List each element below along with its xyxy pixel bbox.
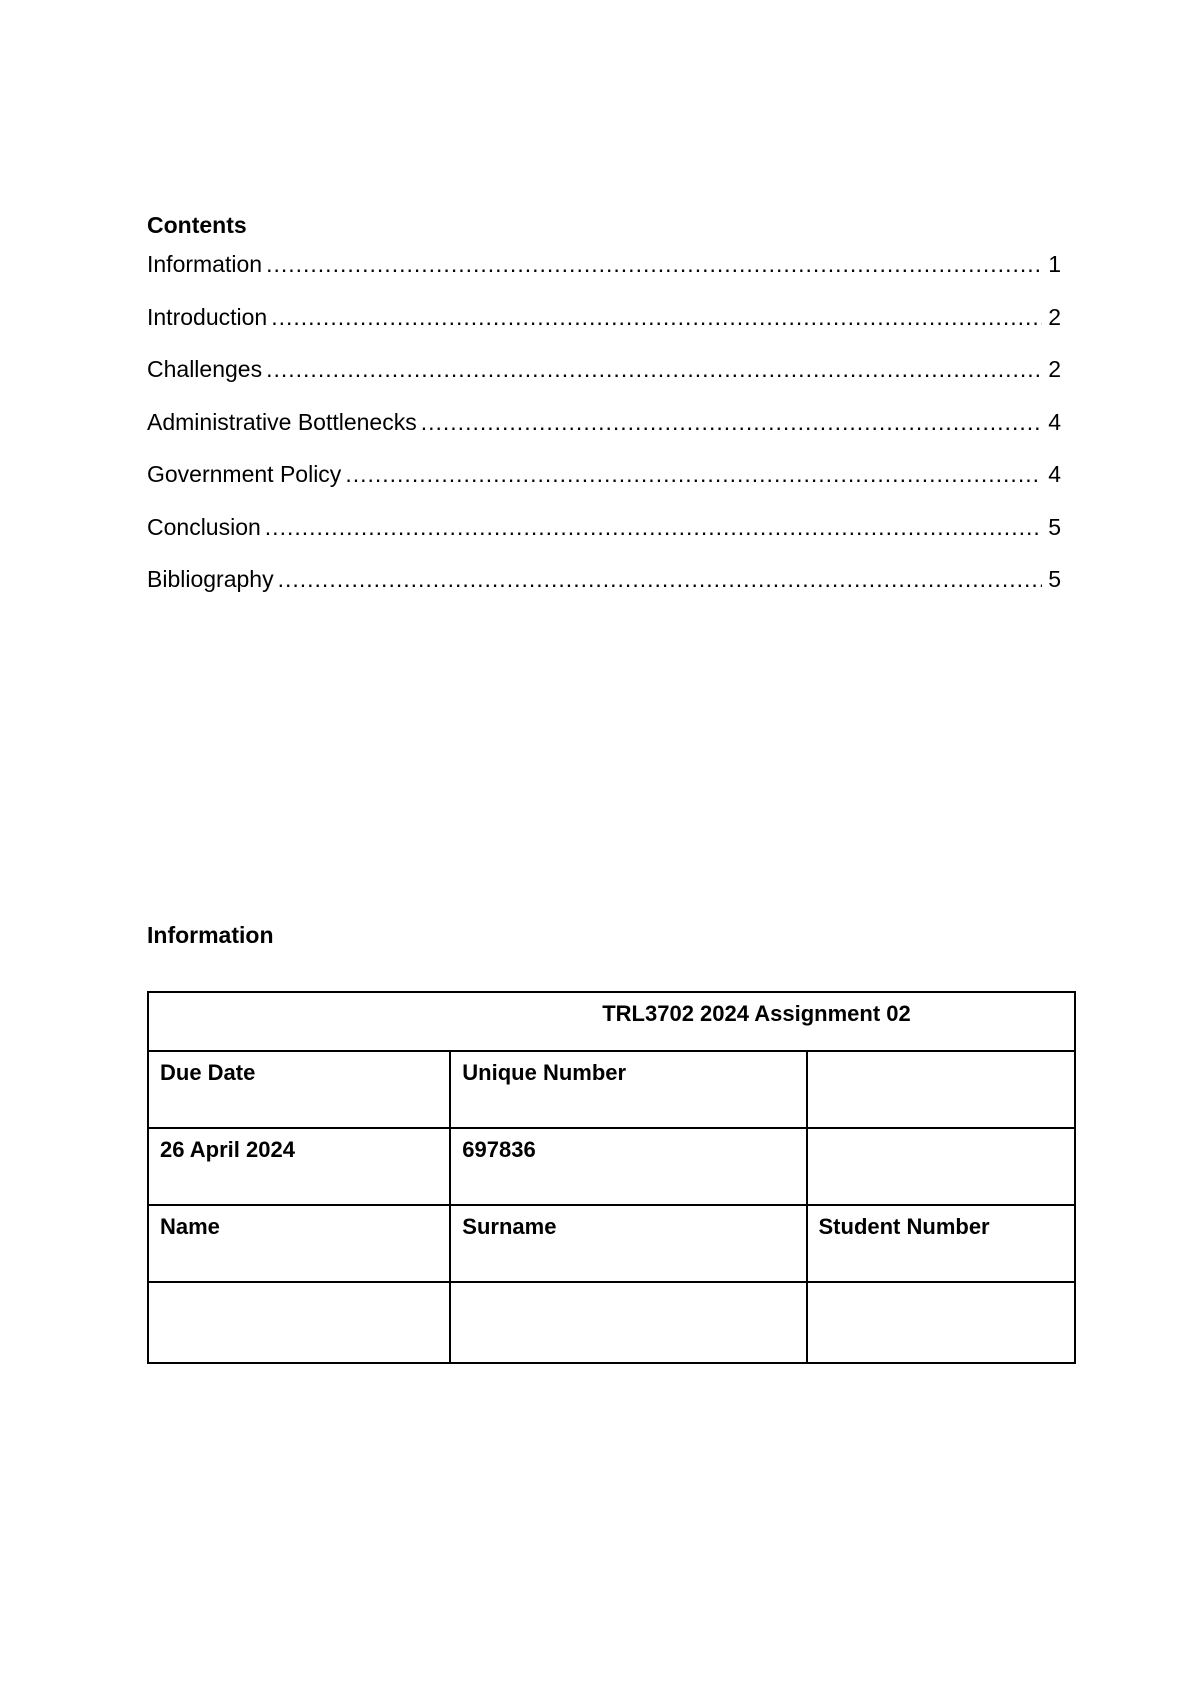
student-number-header: Student Number <box>807 1205 1076 1282</box>
toc-leader <box>266 251 1042 277</box>
toc-entry-page: 1 <box>1048 251 1061 277</box>
toc-entry-page: 2 <box>1048 356 1061 382</box>
unique-number-header: Unique Number <box>450 1051 806 1128</box>
table-title-cell <box>148 992 1075 1051</box>
toc-entry-label: Bibliography <box>147 566 274 592</box>
surname-header: Surname <box>450 1205 806 1282</box>
toc-entry-label: Information <box>147 251 263 277</box>
toc-entry-label: Introduction <box>147 303 268 330</box>
table-row <box>148 1051 1075 1128</box>
toc-entry-page: 4 <box>1048 408 1061 435</box>
contents-heading: Contents <box>147 212 247 238</box>
student-number-value[interactable] <box>807 1282 1076 1363</box>
toc-entry-page: 5 <box>1048 513 1061 540</box>
surname-value[interactable] <box>450 1282 806 1363</box>
toc-leader <box>265 514 1042 540</box>
unique-number-value: 697836 <box>450 1128 806 1205</box>
empty-cell <box>807 1051 1076 1128</box>
toc-leader <box>278 566 1043 592</box>
toc-entry-label: Administrative Bottlenecks <box>147 408 417 435</box>
table-row <box>148 1128 1075 1205</box>
toc-entry-label: Government Policy <box>147 461 342 487</box>
toc-entry-administrative-bottlenecks[interactable] <box>147 409 1061 435</box>
toc-entry-label: Conclusion <box>147 513 261 540</box>
toc-entry-bibliography[interactable] <box>147 566 1061 592</box>
assignment-title: TRL3702 2024 Assignment 02 <box>602 1001 911 1026</box>
empty-cell <box>807 1128 1076 1205</box>
toc-entry-label: Challenges <box>147 356 263 382</box>
information-heading: Information <box>147 922 274 948</box>
toc-entry-conclusion[interactable] <box>147 514 1061 540</box>
toc-leader <box>345 461 1042 487</box>
toc-leader <box>271 304 1042 330</box>
table-row <box>148 1205 1075 1282</box>
table-row <box>148 992 1075 1051</box>
name-value[interactable] <box>148 1282 450 1363</box>
name-header: Name <box>148 1205 450 1282</box>
toc-entry-page: 5 <box>1048 566 1061 592</box>
due-date-header: Due Date <box>148 1051 450 1128</box>
toc-leader <box>266 356 1042 382</box>
toc-entry-information[interactable] <box>147 251 1061 277</box>
table-row <box>148 1282 1075 1363</box>
toc-leader <box>421 409 1042 435</box>
assignment-info-table <box>147 991 1076 1364</box>
toc-entry-page: 4 <box>1048 461 1061 487</box>
toc-entry-introduction[interactable] <box>147 304 1061 330</box>
toc-entry-page: 2 <box>1048 303 1061 330</box>
table-of-contents <box>147 251 1061 619</box>
toc-entry-government-policy[interactable] <box>147 461 1061 487</box>
toc-entry-challenges[interactable] <box>147 356 1061 382</box>
due-date-value: 26 April 2024 <box>148 1128 450 1205</box>
